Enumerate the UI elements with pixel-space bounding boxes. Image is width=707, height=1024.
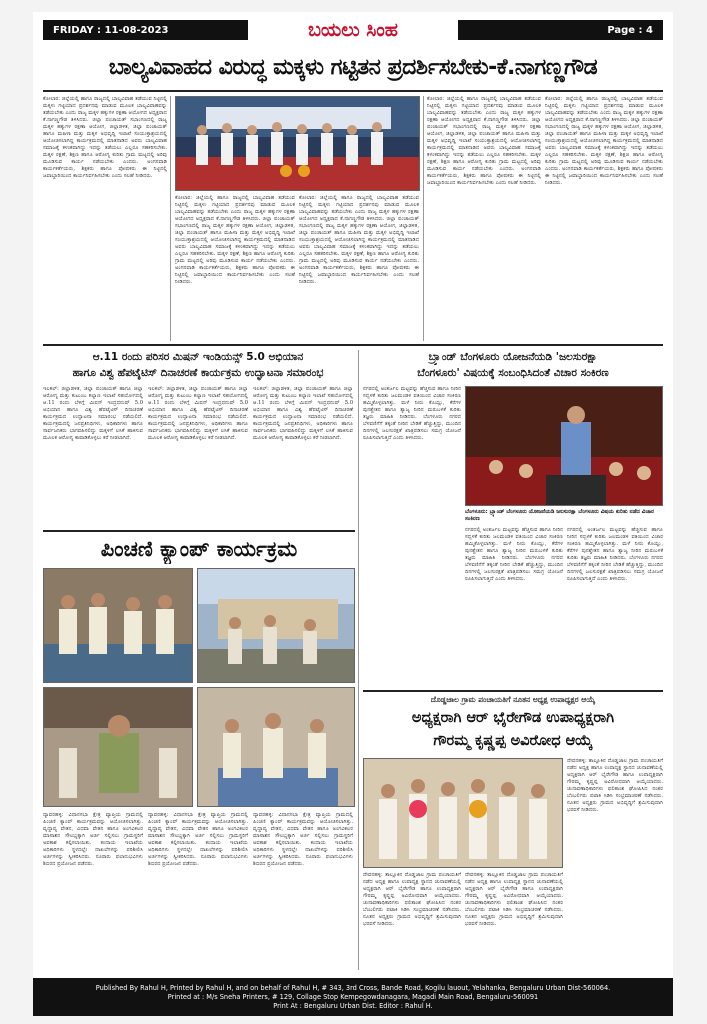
- story4-headline: ಪಿಂಚಣಿ ಕ್ಯಾಂಪ್ ಕಾರ್ಯಕ್ರಮ: [100, 537, 298, 561]
- story3-column-3: ನಗರದಲ್ಲಿ ಅಂತರ್ಜಲ ಮಟ್ಟವನ್ನು ಹೆಚ್ಚಿಸುವ ಹಾಗೂ ನೀರಿನ ಸದ್ಬಳಕೆ ಕುರಿತು ಜಲಮಂಡಳಿ ವತಿಯಿಂದ ವಿಚಾರ ಸಂಕಿರಣ ಹಮ್ಮಿಕೊಳ್ಳಲಾಗಿತ್ತು. ಮಳೆ ನೀರು ಕೊಯ್ಲು, ಕೆರೆಗಳ ಪುನಶ್ಚೇತನ ಹಾಗೂ ತ್ಯಾಜ್ಯ ನೀರಿನ ಮರುಬಳಕೆ ಕುರಿತು ತಜ್ಞರು ಮಾಹಿತಿ ನೀಡಿದರು. ಬೆಂಗಳೂರು ನಗರದ ಬೆಳವಣಿಗೆಗೆ ತಕ್ಕಂತೆ ನೀರಿನ ಬೇಡಿಕೆ ಹೆಚ್ಚುತ್ತಿದ್ದು, ಮುಂದಿನ ದಿನಗಳಲ್ಲಿ ಜಲಸುರಕ್ಷತೆ ಖಾತ್ರಿಪಡಿಸಲು ಸಮಗ್ರ ಯೋಜನೆ ರೂಪಿಸಲಾಗುತ್ತಿದೆ ಎಂದು ತಿಳಿಸಿದರು.: [567, 527, 663, 582]
- story3-headline-line-2: ಬೆಂಗಳೂರು' ವಿಷಯಕ್ಕೆ ಸಂಬಂಧಿಸಿದಂತೆ ವಿಚಾರ ಸಂಕಿರಣ: [417, 367, 609, 379]
- divider: [363, 690, 663, 692]
- story5-headline-line-2: ಗೌರಮ್ಮ ಕೃಷ್ಣಪ್ಪ ಅವಿರೋಧ ಆಯ್ಕೆ: [433, 733, 593, 749]
- story4-column-3: ದ್ಯಾವರಹಳ್ಳಿ: ವಿಧಾನಸಭಾ ಕ್ಷೇತ್ರ ವ್ಯಾಪ್ತಿಯ ಗ್ರಾಮದಲ್ಲಿ ಪಿಂಚಣಿ ಕ್ಯಾಂಪ್ ಕಾರ್ಯಕ್ರಮವನ್ನು ಆಯೋಜಿಸಲಾಗಿತ್ತು. ವೃದ್ಧಾಪ್ಯ ವೇತನ, ವಿಧವಾ ವೇತನ ಹಾಗೂ ಅಂಗವಿಕಲರ ಮಾಸಾಶನ ಸೌಲಭ್ಯಕ್ಕಾಗಿ ಅರ್ಜಿ ಸಲ್ಲಿಸಲು ಗ್ರಾಮಸ್ಥರಿಗೆ ಅವಕಾಶ ಕಲ್ಪಿಸಲಾಯಿತು. ಕಂದಾಯ ಇಲಾಖೆಯ ಅಧಿಕಾರಿಗಳು ಸ್ಥಳದಲ್ಲೇ ದಾಖಲೆಗಳನ್ನು ಪರಿಶೀಲಿಸಿ ಅರ್ಜಿಗಳನ್ನು ಸ್ವೀಕರಿಸಿದರು. ನೂರಾರು ಫಲಾನುಭವಿಗಳು ಶಿಬಿರದ ಪ್ರಯೋಜನ ಪಡೆದರು.: [253, 812, 353, 867]
- column-divider: [423, 96, 424, 341]
- story1-photo: [175, 96, 420, 191]
- story4-column-2: ದ್ಯಾವರಹಳ್ಳಿ: ವಿಧಾನಸಭಾ ಕ್ಷೇತ್ರ ವ್ಯಾಪ್ತಿಯ ಗ್ರಾಮದಲ್ಲಿ ಪಿಂಚಣಿ ಕ್ಯಾಂಪ್ ಕಾರ್ಯಕ್ರಮವನ್ನು ಆಯೋಜಿಸಲಾಗಿತ್ತು. ವೃದ್ಧಾಪ್ಯ ವೇತನ, ವಿಧವಾ ವೇತನ ಹಾಗೂ ಅಂಗವಿಕಲರ ಮಾಸಾಶನ ಸೌಲಭ್ಯಕ್ಕಾಗಿ ಅರ್ಜಿ ಸಲ್ಲಿಸಲು ಗ್ರಾಮಸ್ಥರಿಗೆ ಅವಕಾಶ ಕಲ್ಪಿಸಲಾಯಿತು. ಕಂದಾಯ ಇಲಾಖೆಯ ಅಧಿಕಾರಿಗಳು ಸ್ಥಳದಲ್ಲೇ ದಾಖಲೆಗಳನ್ನು ಪರಿಶೀಲಿಸಿ ಅರ್ಜಿಗಳನ್ನು ಸ್ವೀಕರಿಸಿದರು. ನೂರಾರು ಫಲಾನುಭವಿಗಳು ಶಿಬಿರದ ಪ್ರಯೋಜನ ಪಡೆದರು.: [148, 812, 248, 867]
- pension-camp-photo-4: [197, 687, 355, 807]
- page-number: Page : 4: [607, 24, 653, 36]
- story5-column-1: ದೇವನಹಳ್ಳಿ: ತಾಲ್ಲೂಕಿನ ದೊಡ್ಡಜಾಲ ಗ್ರಾಮ ಪಂಚಾಯತಿಗೆ ನಡೆದ ಅಧ್ಯಕ್ಷ ಹಾಗೂ ಉಪಾಧ್ಯಕ್ಷ ಸ್ಥಾನದ ಚುನಾವಣೆಯಲ್ಲಿ ಅಧ್ಯಕ್ಷರಾಗಿ ಆರ್ ಭೈರೇಗೌಡ ಹಾಗೂ ಉಪಾಧ್ಯಕ್ಷರಾಗಿ ಗೌರಮ್ಮ ಕೃಷ್ಣಪ್ಪ ಅವಿರೋಧವಾಗಿ ಆಯ್ಕೆಯಾದರು. ಚುನಾವಣಾಧಿಕಾರಿಗಳು ಫಲಿತಾಂಶ ಘೋಷಿಸಿದ ನಂತರ ಬೆಂಬಲಿಗರು ಪಟಾಕಿ ಸಿಡಿಸಿ ಸಂಭ್ರಮಾಚರಣೆ ನಡೆಸಿದರು. ನೂತನ ಅಧ್ಯಕ್ಷರು ಗ್ರಾಮದ ಅಭಿವೃದ್ಧಿಗೆ ಶ್ರಮಿಸುವುದಾಗಿ ಭರವಸೆ ನೀಡಿದರು.: [363, 872, 461, 927]
- pension-camp-photo-3: [43, 687, 193, 807]
- issue-date: FRIDAY : 11-08-2023: [53, 24, 169, 36]
- column-divider: [170, 96, 171, 341]
- story1-column-1: ಕೋಲಾರ: ಜಿಲ್ಲೆಯಲ್ಲಿ ಹಾಗೂ ರಾಜ್ಯದಲ್ಲಿ ಬಾಲ್ಯವಿವಾಹ ತಡೆಯುವ ನಿಟ್ಟಿನಲ್ಲಿ ಮಕ್ಕಳು ಗಟ್ಟಿಯಾದ ಪ್ರದರ್ಶನವು ಮಾಡುವ ಮೂಲಕ ಬಾಲ್ಯವಿವಾಹವನ್ನು ತಡೆಯಬೇಕು ಎಂದು ರಾಜ್ಯ ಮಕ್ಕಳ ಹಕ್ಕುಗಳ ರಕ್ಷಣಾ ಆಯೋಗದ ಅಧ್ಯಕ್ಷರಾದ ಕೆ.ನಾಗಣ್ಣಗೌಡ ತಿಳಿಸಿದರು. ಜಿಲ್ಲಾ ಪಂಚಾಯತ್ ಸಭಾಂಗಣದಲ್ಲಿ ರಾಜ್ಯ ಮಕ್ಕಳ ಹಕ್ಕುಗಳ ರಕ್ಷಣಾ ಆಯೋಗ, ಜಿಲ್ಲಾಡಳಿತ, ಜಿಲ್ಲಾ ಪಂಚಾಯತ್ ಹಾಗೂ ಮಹಿಳಾ ಮತ್ತು ಮಕ್ಕಳ ಅಭಿವೃದ್ಧಿ ಇಲಾಖೆ ಸಂಯುಕ್ತಾಶ್ರಯದಲ್ಲಿ ಆಯೋಜಿಸಲಾಗಿದ್ದ ಕಾರ್ಯಕ್ರಮದಲ್ಲಿ ಮಾತನಾಡಿದ ಅವರು ಬಾಲ್ಯವಿವಾಹ ಸಮಾಜಕ್ಕೆ ಕಳಂಕವಾಗಿದ್ದು ಇದನ್ನು ತಡೆಯಲು ಎಲ್ಲರೂ ಸಹಕರಿಸಬೇಕು. ಮಕ್ಕಳ ರಕ್ಷಣೆ, ಶಿಕ್ಷಣ ಹಾಗೂ ಆರೋಗ್ಯ ಕುರಿತು ಗ್ರಾಮ ಮಟ್ಟದಲ್ಲಿ ಅರಿವು ಮೂಡಿಸುವ ಕಾರ್ಯ ನಡೆಯಬೇಕು ಎಂದರು. ಅಂಗನವಾಡಿ ಕಾರ್ಯಕರ್ತೆಯರು, ಶಿಕ್ಷಕರು ಹಾಗೂ ಪೋಷಕರು ಈ ನಿಟ್ಟಿನಲ್ಲಿ ಜವಾಬ್ದಾರಿಯಿಂದ ಕಾರ್ಯನಿರ್ವಹಿಸಬೇಕು ಎಂದು ಸಲಹೆ ನೀಡಿದರು.: [43, 96, 167, 179]
- story2-column-3: ಇಲಕಲ್: ಜಿಲ್ಲಾಡಳಿತ, ಜಿಲ್ಲಾ ಪಂಚಾಯತ್ ಹಾಗೂ ಜಿಲ್ಲಾ ಆರೋಗ್ಯ ಮತ್ತು ಕುಟುಂಬ ಕಲ್ಯಾಣ ಇಲಾಖೆ ಸಹಯೋಗದಲ್ಲಿ ಆ.11 ರಂದು ಬೆಳಿಗ್ಗೆ ಮಿಷನ್ ಇಂದ್ರಧನುಷ್ 5.0 ಅಭಿಯಾನ ಹಾಗೂ ವಿಶ್ವ ಹೆಪಟೈಟಿಸ್ ದಿನಾಚರಣೆ ಕಾರ್ಯಕ್ರಮದ ಉದ್ಘಾಟನಾ ಸಮಾರಂಭ ನಡೆಯಲಿದೆ. ಕಾರ್ಯಕ್ರಮದಲ್ಲಿ ಜನಪ್ರತಿನಿಧಿಗಳು, ಅಧಿಕಾರಿಗಳು ಹಾಗೂ ಸಾರ್ವಜನಿಕರು ಭಾಗವಹಿಸಲಿದ್ದು ಮಕ್ಕಳಿಗೆ ಲಸಿಕೆ ಹಾಕಿಸುವ ಮೂಲಕ ಆರೋಗ್ಯ ಕಾಪಾಡಿಕೊಳ್ಳಲು ಕರೆ ನೀಡಲಾಗಿದೆ.: [253, 386, 353, 441]
- story1-column-3: ಕೋಲಾರ: ಜಿಲ್ಲೆಯಲ್ಲಿ ಹಾಗೂ ರಾಜ್ಯದಲ್ಲಿ ಬಾಲ್ಯವಿವಾಹ ತಡೆಯುವ ನಿಟ್ಟಿನಲ್ಲಿ ಮಕ್ಕಳು ಗಟ್ಟಿಯಾದ ಪ್ರದರ್ಶನವು ಮಾಡುವ ಮೂಲಕ ಬಾಲ್ಯವಿವಾಹವನ್ನು ತಡೆಯಬೇಕು ಎಂದು ರಾಜ್ಯ ಮಕ್ಕಳ ಹಕ್ಕುಗಳ ರಕ್ಷಣಾ ಆಯೋಗದ ಅಧ್ಯಕ್ಷರಾದ ಕೆ.ನಾಗಣ್ಣಗೌಡ ತಿಳಿಸಿದರು. ಜಿಲ್ಲಾ ಪಂಚಾಯತ್ ಸಭಾಂಗಣದಲ್ಲಿ ರಾಜ್ಯ ಮಕ್ಕಳ ಹಕ್ಕುಗಳ ರಕ್ಷಣಾ ಆಯೋಗ, ಜಿಲ್ಲಾಡಳಿತ, ಜಿಲ್ಲಾ ಪಂಚಾಯತ್ ಹಾಗೂ ಮಹಿಳಾ ಮತ್ತು ಮಕ್ಕಳ ಅಭಿವೃದ್ಧಿ ಇಲಾಖೆ ಸಂಯುಕ್ತಾಶ್ರಯದಲ್ಲಿ ಆಯೋಜಿಸಲಾಗಿದ್ದ ಕಾರ್ಯಕ್ರಮದಲ್ಲಿ ಮಾತನಾಡಿದ ಅವರು ಬಾಲ್ಯವಿವಾಹ ಸಮಾಜಕ್ಕೆ ಕಳಂಕವಾಗಿದ್ದು ಇದನ್ನು ತಡೆಯಲು ಎಲ್ಲರೂ ಸಹಕರಿಸಬೇಕು. ಮಕ್ಕಳ ರಕ್ಷಣೆ, ಶಿಕ್ಷಣ ಹಾಗೂ ಆರೋಗ್ಯ ಕುರಿತು ಗ್ರಾಮ ಮಟ್ಟದಲ್ಲಿ ಅರಿವು ಮೂಡಿಸುವ ಕಾರ್ಯ ನಡೆಯಬೇಕು ಎಂದರು. ಅಂಗನವಾಡಿ ಕಾರ್ಯಕರ್ತೆಯರು, ಶಿಕ್ಷಕರು ಹಾಗೂ ಪೋಷಕರು ಈ ನಿಟ್ಟಿನಲ್ಲಿ ಜವಾಬ್ದಾರಿಯಿಂದ ಕಾರ್ಯನಿರ್ವಹಿಸಬೇಕು ಎಂದು ಸಲಹೆ ನೀಡಿದರು.: [299, 195, 419, 285]
- story5-column-2: ದೇವನಹಳ್ಳಿ: ತಾಲ್ಲೂಕಿನ ದೊಡ್ಡಜಾಲ ಗ್ರಾಮ ಪಂಚಾಯತಿಗೆ ನಡೆದ ಅಧ್ಯಕ್ಷ ಹಾಗೂ ಉಪಾಧ್ಯಕ್ಷ ಸ್ಥಾನದ ಚುನಾವಣೆಯಲ್ಲಿ ಅಧ್ಯಕ್ಷರಾಗಿ ಆರ್ ಭೈರೇಗೌಡ ಹಾಗೂ ಉಪಾಧ್ಯಕ್ಷರಾಗಿ ಗೌರಮ್ಮ ಕೃಷ್ಣಪ್ಪ ಅವಿರೋಧವಾಗಿ ಆಯ್ಕೆಯಾದರು. ಚುನಾವಣಾಧಿಕಾರಿಗಳು ಫಲಿತಾಂಶ ಘೋಷಿಸಿದ ನಂತರ ಬೆಂಬಲಿಗರು ಪಟಾಕಿ ಸಿಡಿಸಿ ಸಂಭ್ರಮಾಚರಣೆ ನಡೆಸಿದರು. ನೂತನ ಅಧ್ಯಕ್ಷರು ಗ್ರಾಮದ ಅಭಿವೃದ್ಧಿಗೆ ಶ್ರಮಿಸುವುದಾಗಿ ಭರವಸೆ ನೀಡಿದರು.: [567, 758, 663, 813]
- imprint-footer: [33, 978, 673, 1016]
- imprint-line-3: Print At : Bengaluru Urban Dist. Editor : Rahul H.: [273, 1002, 433, 1010]
- story1-column-2: ಕೋಲಾರ: ಜಿಲ್ಲೆಯಲ್ಲಿ ಹಾಗೂ ರಾಜ್ಯದಲ್ಲಿ ಬಾಲ್ಯವಿವಾಹ ತಡೆಯುವ ನಿಟ್ಟಿನಲ್ಲಿ ಮಕ್ಕಳು ಗಟ್ಟಿಯಾದ ಪ್ರದರ್ಶನವು ಮಾಡುವ ಮೂಲಕ ಬಾಲ್ಯವಿವಾಹವನ್ನು ತಡೆಯಬೇಕು ಎಂದು ರಾಜ್ಯ ಮಕ್ಕಳ ಹಕ್ಕುಗಳ ರಕ್ಷಣಾ ಆಯೋಗದ ಅಧ್ಯಕ್ಷರಾದ ಕೆ.ನಾಗಣ್ಣಗೌಡ ತಿಳಿಸಿದರು. ಜಿಲ್ಲಾ ಪಂಚಾಯತ್ ಸಭಾಂಗಣದಲ್ಲಿ ರಾಜ್ಯ ಮಕ್ಕಳ ಹಕ್ಕುಗಳ ರಕ್ಷಣಾ ಆಯೋಗ, ಜಿಲ್ಲಾಡಳಿತ, ಜಿಲ್ಲಾ ಪಂಚಾಯತ್ ಹಾಗೂ ಮಹಿಳಾ ಮತ್ತು ಮಕ್ಕಳ ಅಭಿವೃದ್ಧಿ ಇಲಾಖೆ ಸಂಯುಕ್ತಾಶ್ರಯದಲ್ಲಿ ಆಯೋಜಿಸಲಾಗಿದ್ದ ಕಾರ್ಯಕ್ರಮದಲ್ಲಿ ಮಾತನಾಡಿದ ಅವರು ಬಾಲ್ಯವಿವಾಹ ಸಮಾಜಕ್ಕೆ ಕಳಂಕವಾಗಿದ್ದು ಇದನ್ನು ತಡೆಯಲು ಎಲ್ಲರೂ ಸಹಕರಿಸಬೇಕು. ಮಕ್ಕಳ ರಕ್ಷಣೆ, ಶಿಕ್ಷಣ ಹಾಗೂ ಆರೋಗ್ಯ ಕುರಿತು ಗ್ರಾಮ ಮಟ್ಟದಲ್ಲಿ ಅರಿವು ಮೂಡಿಸುವ ಕಾರ್ಯ ನಡೆಯಬೇಕು ಎಂದರು. ಅಂಗನವಾಡಿ ಕಾರ್ಯಕರ್ತೆಯರು, ಶಿಕ್ಷಕರು ಹಾಗೂ ಪೋಷಕರು ಈ ನಿಟ್ಟಿನಲ್ಲಿ ಜವಾಬ್ದಾರಿಯಿಂದ ಕಾರ್ಯನಿರ್ವಹಿಸಬೇಕು ಎಂದು ಸಲಹೆ ನೀಡಿದರು.: [175, 195, 295, 285]
- imprint-line-2: Printed at : M/s Sneha Printers, # 129, Collage Stop Kempegowdanagara, Magadi Main Road, Bengaluru-560091: [167, 993, 539, 1001]
- newspaper-page: [33, 12, 673, 1016]
- story4-column-1: ದ್ಯಾವರಹಳ್ಳಿ: ವಿಧಾನಸಭಾ ಕ್ಷೇತ್ರ ವ್ಯಾಪ್ತಿಯ ಗ್ರಾಮದಲ್ಲಿ ಪಿಂಚಣಿ ಕ್ಯಾಂಪ್ ಕಾರ್ಯಕ್ರಮವನ್ನು ಆಯೋಜಿಸಲಾಗಿತ್ತು. ವೃದ್ಧಾಪ್ಯ ವೇತನ, ವಿಧವಾ ವೇತನ ಹಾಗೂ ಅಂಗವಿಕಲರ ಮಾಸಾಶನ ಸೌಲಭ್ಯಕ್ಕಾಗಿ ಅರ್ಜಿ ಸಲ್ಲಿಸಲು ಗ್ರಾಮಸ್ಥರಿಗೆ ಅವಕಾಶ ಕಲ್ಪಿಸಲಾಯಿತು. ಕಂದಾಯ ಇಲಾಖೆಯ ಅಧಿಕಾರಿಗಳು ಸ್ಥಳದಲ್ಲೇ ದಾಖಲೆಗಳನ್ನು ಪರಿಶೀಲಿಸಿ ಅರ್ಜಿಗಳನ್ನು ಸ್ವೀಕರಿಸಿದರು. ನೂರಾರು ಫಲಾನುಭವಿಗಳು ಶಿಬಿರದ ಪ್ರಯೋಜನ ಪಡೆದರು.: [43, 812, 143, 867]
- story3-headline-line-1: ಬ್ರ್ಯಾಂಡ್ ಬೆಂಗಳೂರು ಯೋಜನೆಯಡಿ 'ಜಲಸುರಕ್ಷಾ: [428, 351, 598, 363]
- pension-camp-photo-2: [197, 568, 355, 683]
- story3-column-2: ನಗರದಲ್ಲಿ ಅಂತರ್ಜಲ ಮಟ್ಟವನ್ನು ಹೆಚ್ಚಿಸುವ ಹಾಗೂ ನೀರಿನ ಸದ್ಬಳಕೆ ಕುರಿತು ಜಲಮಂಡಳಿ ವತಿಯಿಂದ ವಿಚಾರ ಸಂಕಿರಣ ಹಮ್ಮಿಕೊಳ್ಳಲಾಗಿತ್ತು. ಮಳೆ ನೀರು ಕೊಯ್ಲು, ಕೆರೆಗಳ ಪುನಶ್ಚೇತನ ಹಾಗೂ ತ್ಯಾಜ್ಯ ನೀರಿನ ಮರುಬಳಕೆ ಕುರಿತು ತಜ್ಞರು ಮಾಹಿತಿ ನೀಡಿದರು. ಬೆಂಗಳೂರು ನಗರದ ಬೆಳವಣಿಗೆಗೆ ತಕ್ಕಂತೆ ನೀರಿನ ಬೇಡಿಕೆ ಹೆಚ್ಚುತ್ತಿದ್ದು, ಮುಂದಿನ ದಿನಗಳಲ್ಲಿ ಜಲಸುರಕ್ಷತೆ ಖಾತ್ರಿಪಡಿಸಲು ಸಮಗ್ರ ಯೋಜನೆ ರೂಪಿಸಲಾಗುತ್ತಿದೆ ಎಂದು ತಿಳಿಸಿದರು.: [465, 527, 563, 582]
- story3-photo-caption: ಬೆಂಗಳೂರು: ಬ್ರ್ಯಾಂಡ್ ಬೆಂಗಳೂರು ಯೋಜನೆಯಡಿ ಜಲಸುರಕ್ಷಾ ಬೆಂಗಳೂರು ವಿಷಯ ಕುರಿತು ನಡೆದ ವಿಚಾರ ಸಂಕಿರಣ: [465, 509, 654, 522]
- story3-column-1: ನಗರದಲ್ಲಿ ಅಂತರ್ಜಲ ಮಟ್ಟವನ್ನು ಹೆಚ್ಚಿಸುವ ಹಾಗೂ ನೀರಿನ ಸದ್ಬಳಕೆ ಕುರಿತು ಜಲಮಂಡಳಿ ವತಿಯಿಂದ ವಿಚಾರ ಸಂಕಿರಣ ಹಮ್ಮಿಕೊಳ್ಳಲಾಗಿತ್ತು. ಮಳೆ ನೀರು ಕೊಯ್ಲು, ಕೆರೆಗಳ ಪುನಶ್ಚೇತನ ಹಾಗೂ ತ್ಯಾಜ್ಯ ನೀರಿನ ಮರುಬಳಕೆ ಕುರಿತು ತಜ್ಞರು ಮಾಹಿತಿ ನೀಡಿದರು. ಬೆಂಗಳೂರು ನಗರದ ಬೆಳವಣಿಗೆಗೆ ತಕ್ಕಂತೆ ನೀರಿನ ಬೇಡಿಕೆ ಹೆಚ್ಚುತ್ತಿದ್ದು, ಮುಂದಿನ ದಿನಗಳಲ್ಲಿ ಜಲಸುರಕ್ಷತೆ ಖಾತ್ರಿಪಡಿಸಲು ಸಮಗ್ರ ಯೋಜನೆ ರೂಪಿಸಲಾಗುತ್ತಿದೆ ಎಂದು ತಿಳಿಸಿದರು.: [363, 386, 461, 441]
- story1-column-5: ಕೋಲಾರ: ಜಿಲ್ಲೆಯಲ್ಲಿ ಹಾಗೂ ರಾಜ್ಯದಲ್ಲಿ ಬಾಲ್ಯವಿವಾಹ ತಡೆಯುವ ನಿಟ್ಟಿನಲ್ಲಿ ಮಕ್ಕಳು ಗಟ್ಟಿಯಾದ ಪ್ರದರ್ಶನವು ಮಾಡುವ ಮೂಲಕ ಬಾಲ್ಯವಿವಾಹವನ್ನು ತಡೆಯಬೇಕು ಎಂದು ರಾಜ್ಯ ಮಕ್ಕಳ ಹಕ್ಕುಗಳ ರಕ್ಷಣಾ ಆಯೋಗದ ಅಧ್ಯಕ್ಷರಾದ ಕೆ.ನಾಗಣ್ಣಗೌಡ ತಿಳಿಸಿದರು. ಜಿಲ್ಲಾ ಪಂಚಾಯತ್ ಸಭಾಂಗಣದಲ್ಲಿ ರಾಜ್ಯ ಮಕ್ಕಳ ಹಕ್ಕುಗಳ ರಕ್ಷಣಾ ಆಯೋಗ, ಜಿಲ್ಲಾಡಳಿತ, ಜಿಲ್ಲಾ ಪಂಚಾಯತ್ ಹಾಗೂ ಮಹಿಳಾ ಮತ್ತು ಮಕ್ಕಳ ಅಭಿವೃದ್ಧಿ ಇಲಾಖೆ ಸಂಯುಕ್ತಾಶ್ರಯದಲ್ಲಿ ಆಯೋಜಿಸಲಾಗಿದ್ದ ಕಾರ್ಯಕ್ರಮದಲ್ಲಿ ಮಾತನಾಡಿದ ಅವರು ಬಾಲ್ಯವಿವಾಹ ಸಮಾಜಕ್ಕೆ ಕಳಂಕವಾಗಿದ್ದು ಇದನ್ನು ತಡೆಯಲು ಎಲ್ಲರೂ ಸಹಕರಿಸಬೇಕು. ಮಕ್ಕಳ ರಕ್ಷಣೆ, ಶಿಕ್ಷಣ ಹಾಗೂ ಆರೋಗ್ಯ ಕುರಿತು ಗ್ರಾಮ ಮಟ್ಟದಲ್ಲಿ ಅರಿವು ಮೂಡಿಸುವ ಕಾರ್ಯ ನಡೆಯಬೇಕು ಎಂದರು. ಅಂಗನವಾಡಿ ಕಾರ್ಯಕರ್ತೆಯರು, ಶಿಕ್ಷಕರು ಹಾಗೂ ಪೋಷಕರು ಈ ನಿಟ್ಟಿನಲ್ಲಿ ಜವಾಬ್ದಾರಿಯಿಂದ ಕಾರ್ಯನಿರ್ವಹಿಸಬೇಕು ಎಂದು ಸಲಹೆ ನೀಡಿದರು.: [545, 96, 663, 186]
- story2-column-2: ಇಲಕಲ್: ಜಿಲ್ಲಾಡಳಿತ, ಜಿಲ್ಲಾ ಪಂಚಾಯತ್ ಹಾಗೂ ಜಿಲ್ಲಾ ಆರೋಗ್ಯ ಮತ್ತು ಕುಟುಂಬ ಕಲ್ಯಾಣ ಇಲಾಖೆ ಸಹಯೋಗದಲ್ಲಿ ಆ.11 ರಂದು ಬೆಳಿಗ್ಗೆ ಮಿಷನ್ ಇಂದ್ರಧನುಷ್ 5.0 ಅಭಿಯಾನ ಹಾಗೂ ವಿಶ್ವ ಹೆಪಟೈಟಿಸ್ ದಿನಾಚರಣೆ ಕಾರ್ಯಕ್ರಮದ ಉದ್ಘಾಟನಾ ಸಮಾರಂಭ ನಡೆಯಲಿದೆ. ಕಾರ್ಯಕ್ರಮದಲ್ಲಿ ಜನಪ್ರತಿನಿಧಿಗಳು, ಅಧಿಕಾರಿಗಳು ಹಾಗೂ ಸಾರ್ವಜನಿಕರು ಭಾಗವಹಿಸಲಿದ್ದು ಮಕ್ಕಳಿಗೆ ಲಸಿಕೆ ಹಾಕಿಸುವ ಮೂಲಕ ಆರೋಗ್ಯ ಕಾಪಾಡಿಕೊಳ್ಳಲು ಕರೆ ನೀಡಲಾಗಿದೆ.: [148, 386, 248, 441]
- story2-headline-line-2: ಹಾಗೂ ವಿಶ್ವ ಹೆಪಟೈಟಿಸ್ ದಿನಾಚರಣೆ ಕಾರ್ಯಕ್ರಮ ಉದ್ಘಾಟನಾ ಸಮಾರಂಭ: [72, 367, 324, 379]
- pension-camp-photo-1: [43, 568, 193, 683]
- story3-photo: [465, 386, 663, 506]
- story5-kicker: ದೊಡ್ಡಜಾಲ ಗ್ರಾಮ ಪಂಚಾಯತಿಗೆ ನೂತನ ಅಧ್ಯಕ್ಷ ಉಪಾಧ್ಯಕ್ಷರ ಆಯ್ಕೆ: [430, 695, 596, 704]
- divider: [43, 530, 355, 532]
- divider: [43, 344, 663, 346]
- section-divider: [358, 350, 359, 970]
- story5-photo: [363, 758, 563, 868]
- story1-column-4: ಕೋಲಾರ: ಜಿಲ್ಲೆಯಲ್ಲಿ ಹಾಗೂ ರಾಜ್ಯದಲ್ಲಿ ಬಾಲ್ಯವಿವಾಹ ತಡೆಯುವ ನಿಟ್ಟಿನಲ್ಲಿ ಮಕ್ಕಳು ಗಟ್ಟಿಯಾದ ಪ್ರದರ್ಶನವು ಮಾಡುವ ಮೂಲಕ ಬಾಲ್ಯವಿವಾಹವನ್ನು ತಡೆಯಬೇಕು ಎಂದು ರಾಜ್ಯ ಮಕ್ಕಳ ಹಕ್ಕುಗಳ ರಕ್ಷಣಾ ಆಯೋಗದ ಅಧ್ಯಕ್ಷರಾದ ಕೆ.ನಾಗಣ್ಣಗೌಡ ತಿಳಿಸಿದರು. ಜಿಲ್ಲಾ ಪಂಚಾಯತ್ ಸಭಾಂಗಣದಲ್ಲಿ ರಾಜ್ಯ ಮಕ್ಕಳ ಹಕ್ಕುಗಳ ರಕ್ಷಣಾ ಆಯೋಗ, ಜಿಲ್ಲಾಡಳಿತ, ಜಿಲ್ಲಾ ಪಂಚಾಯತ್ ಹಾಗೂ ಮಹಿಳಾ ಮತ್ತು ಮಕ್ಕಳ ಅಭಿವೃದ್ಧಿ ಇಲಾಖೆ ಸಂಯುಕ್ತಾಶ್ರಯದಲ್ಲಿ ಆಯೋಜಿಸಲಾಗಿದ್ದ ಕಾರ್ಯಕ್ರಮದಲ್ಲಿ ಮಾತನಾಡಿದ ಅವರು ಬಾಲ್ಯವಿವಾಹ ಸಮಾಜಕ್ಕೆ ಕಳಂಕವಾಗಿದ್ದು ಇದನ್ನು ತಡೆಯಲು ಎಲ್ಲರೂ ಸಹಕರಿಸಬೇಕು. ಮಕ್ಕಳ ರಕ್ಷಣೆ, ಶಿಕ್ಷಣ ಹಾಗೂ ಆರೋಗ್ಯ ಕುರಿತು ಗ್ರಾಮ ಮಟ್ಟದಲ್ಲಿ ಅರಿವು ಮೂಡಿಸುವ ಕಾರ್ಯ ನಡೆಯಬೇಕು ಎಂದರು. ಅಂಗನವಾಡಿ ಕಾರ್ಯಕರ್ತೆಯರು, ಶಿಕ್ಷಕರು ಹಾಗೂ ಪೋಷಕರು ಈ ನಿಟ್ಟಿನಲ್ಲಿ ಜವಾಬ್ದಾರಿಯಿಂದ ಕಾರ್ಯನಿರ್ವಹಿಸಬೇಕು ಎಂದು ಸಲಹೆ ನೀಡಿದರು.: [427, 96, 541, 186]
- story5-headline-line-1: ಅಧ್ಯಕ್ಷರಾಗಿ ಆರ್ ಭೈರೇಗೌಡ ಉಪಾಧ್ಯಕ್ಷರಾಗಿ: [411, 710, 615, 726]
- story1-headline: ಬಾಲ್ಯವಿವಾಹದ ವಿರುದ್ಧ ಮಕ್ಕಳು ಗಟ್ಟಿತನ ಪ್ರದರ್ಶಿಸಬೇಕು-ಕೆ.ನಾಗಣ್ಣಗೌಡ: [108, 55, 598, 80]
- story2-headline-line-1: ಆ.11 ರಂದು ಪರಿಸರ ಮಿಷನ್ ಇಂಡಿಯನ್ಸ್ 5.0 ಅಭಿಯಾನ: [92, 351, 304, 363]
- story2-column-1: ಇಲಕಲ್: ಜಿಲ್ಲಾಡಳಿತ, ಜಿಲ್ಲಾ ಪಂಚಾಯತ್ ಹಾಗೂ ಜಿಲ್ಲಾ ಆರೋಗ್ಯ ಮತ್ತು ಕುಟುಂಬ ಕಲ್ಯಾಣ ಇಲಾಖೆ ಸಹಯೋಗದಲ್ಲಿ ಆ.11 ರಂದು ಬೆಳಿಗ್ಗೆ ಮಿಷನ್ ಇಂದ್ರಧನುಷ್ 5.0 ಅಭಿಯಾನ ಹಾಗೂ ವಿಶ್ವ ಹೆಪಟೈಟಿಸ್ ದಿನಾಚರಣೆ ಕಾರ್ಯಕ್ರಮದ ಉದ್ಘಾಟನಾ ಸಮಾರಂಭ ನಡೆಯಲಿದೆ. ಕಾರ್ಯಕ್ರಮದಲ್ಲಿ ಜನಪ್ರತಿನಿಧಿಗಳು, ಅಧಿಕಾರಿಗಳು ಹಾಗೂ ಸಾರ್ವಜನಿಕರು ಭಾಗವಹಿಸಲಿದ್ದು ಮಕ್ಕಳಿಗೆ ಲಸಿಕೆ ಹಾಕಿಸುವ ಮೂಲಕ ಆರೋಗ್ಯ ಕಾಪಾಡಿಕೊಳ್ಳಲು ಕರೆ ನೀಡಲಾಗಿದೆ.: [43, 386, 143, 441]
- imprint-line-1: Published By Rahul H, Printed by Rahul H, and on behalf of Rahul H, # 343, 3rd Cross, Bande Road, Kogilu lauout, Yelahanka, Bengaluru Urban Dist-560064.: [95, 984, 611, 992]
- newspaper-name: ಬಯಲು ಸಿಂಹ: [248, 16, 458, 44]
- story5-column-3: ದೇವನಹಳ್ಳಿ: ತಾಲ್ಲೂಕಿನ ದೊಡ್ಡಜಾಲ ಗ್ರಾಮ ಪಂಚಾಯತಿಗೆ ನಡೆದ ಅಧ್ಯಕ್ಷ ಹಾಗೂ ಉಪಾಧ್ಯಕ್ಷ ಸ್ಥಾನದ ಚುನಾವಣೆಯಲ್ಲಿ ಅಧ್ಯಕ್ಷರಾಗಿ ಆರ್ ಭೈರೇಗೌಡ ಹಾಗೂ ಉಪಾಧ್ಯಕ್ಷರಾಗಿ ಗೌರಮ್ಮ ಕೃಷ್ಣಪ್ಪ ಅವಿರೋಧವಾಗಿ ಆಯ್ಕೆಯಾದರು. ಚುನಾವಣಾಧಿಕಾರಿಗಳು ಫಲಿತಾಂಶ ಘೋಷಿಸಿದ ನಂತರ ಬೆಂಬಲಿಗರು ಪಟಾಕಿ ಸಿಡಿಸಿ ಸಂಭ್ರಮಾಚರಣೆ ನಡೆಸಿದರು. ನೂತನ ಅಧ್ಯಕ್ಷರು ಗ್ರಾಮದ ಅಭಿವೃದ್ಧಿಗೆ ಶ್ರಮಿಸುವುದಾಗಿ ಭರವಸೆ ನೀಡಿದರು.: [465, 872, 563, 927]
- divider: [43, 90, 663, 92]
